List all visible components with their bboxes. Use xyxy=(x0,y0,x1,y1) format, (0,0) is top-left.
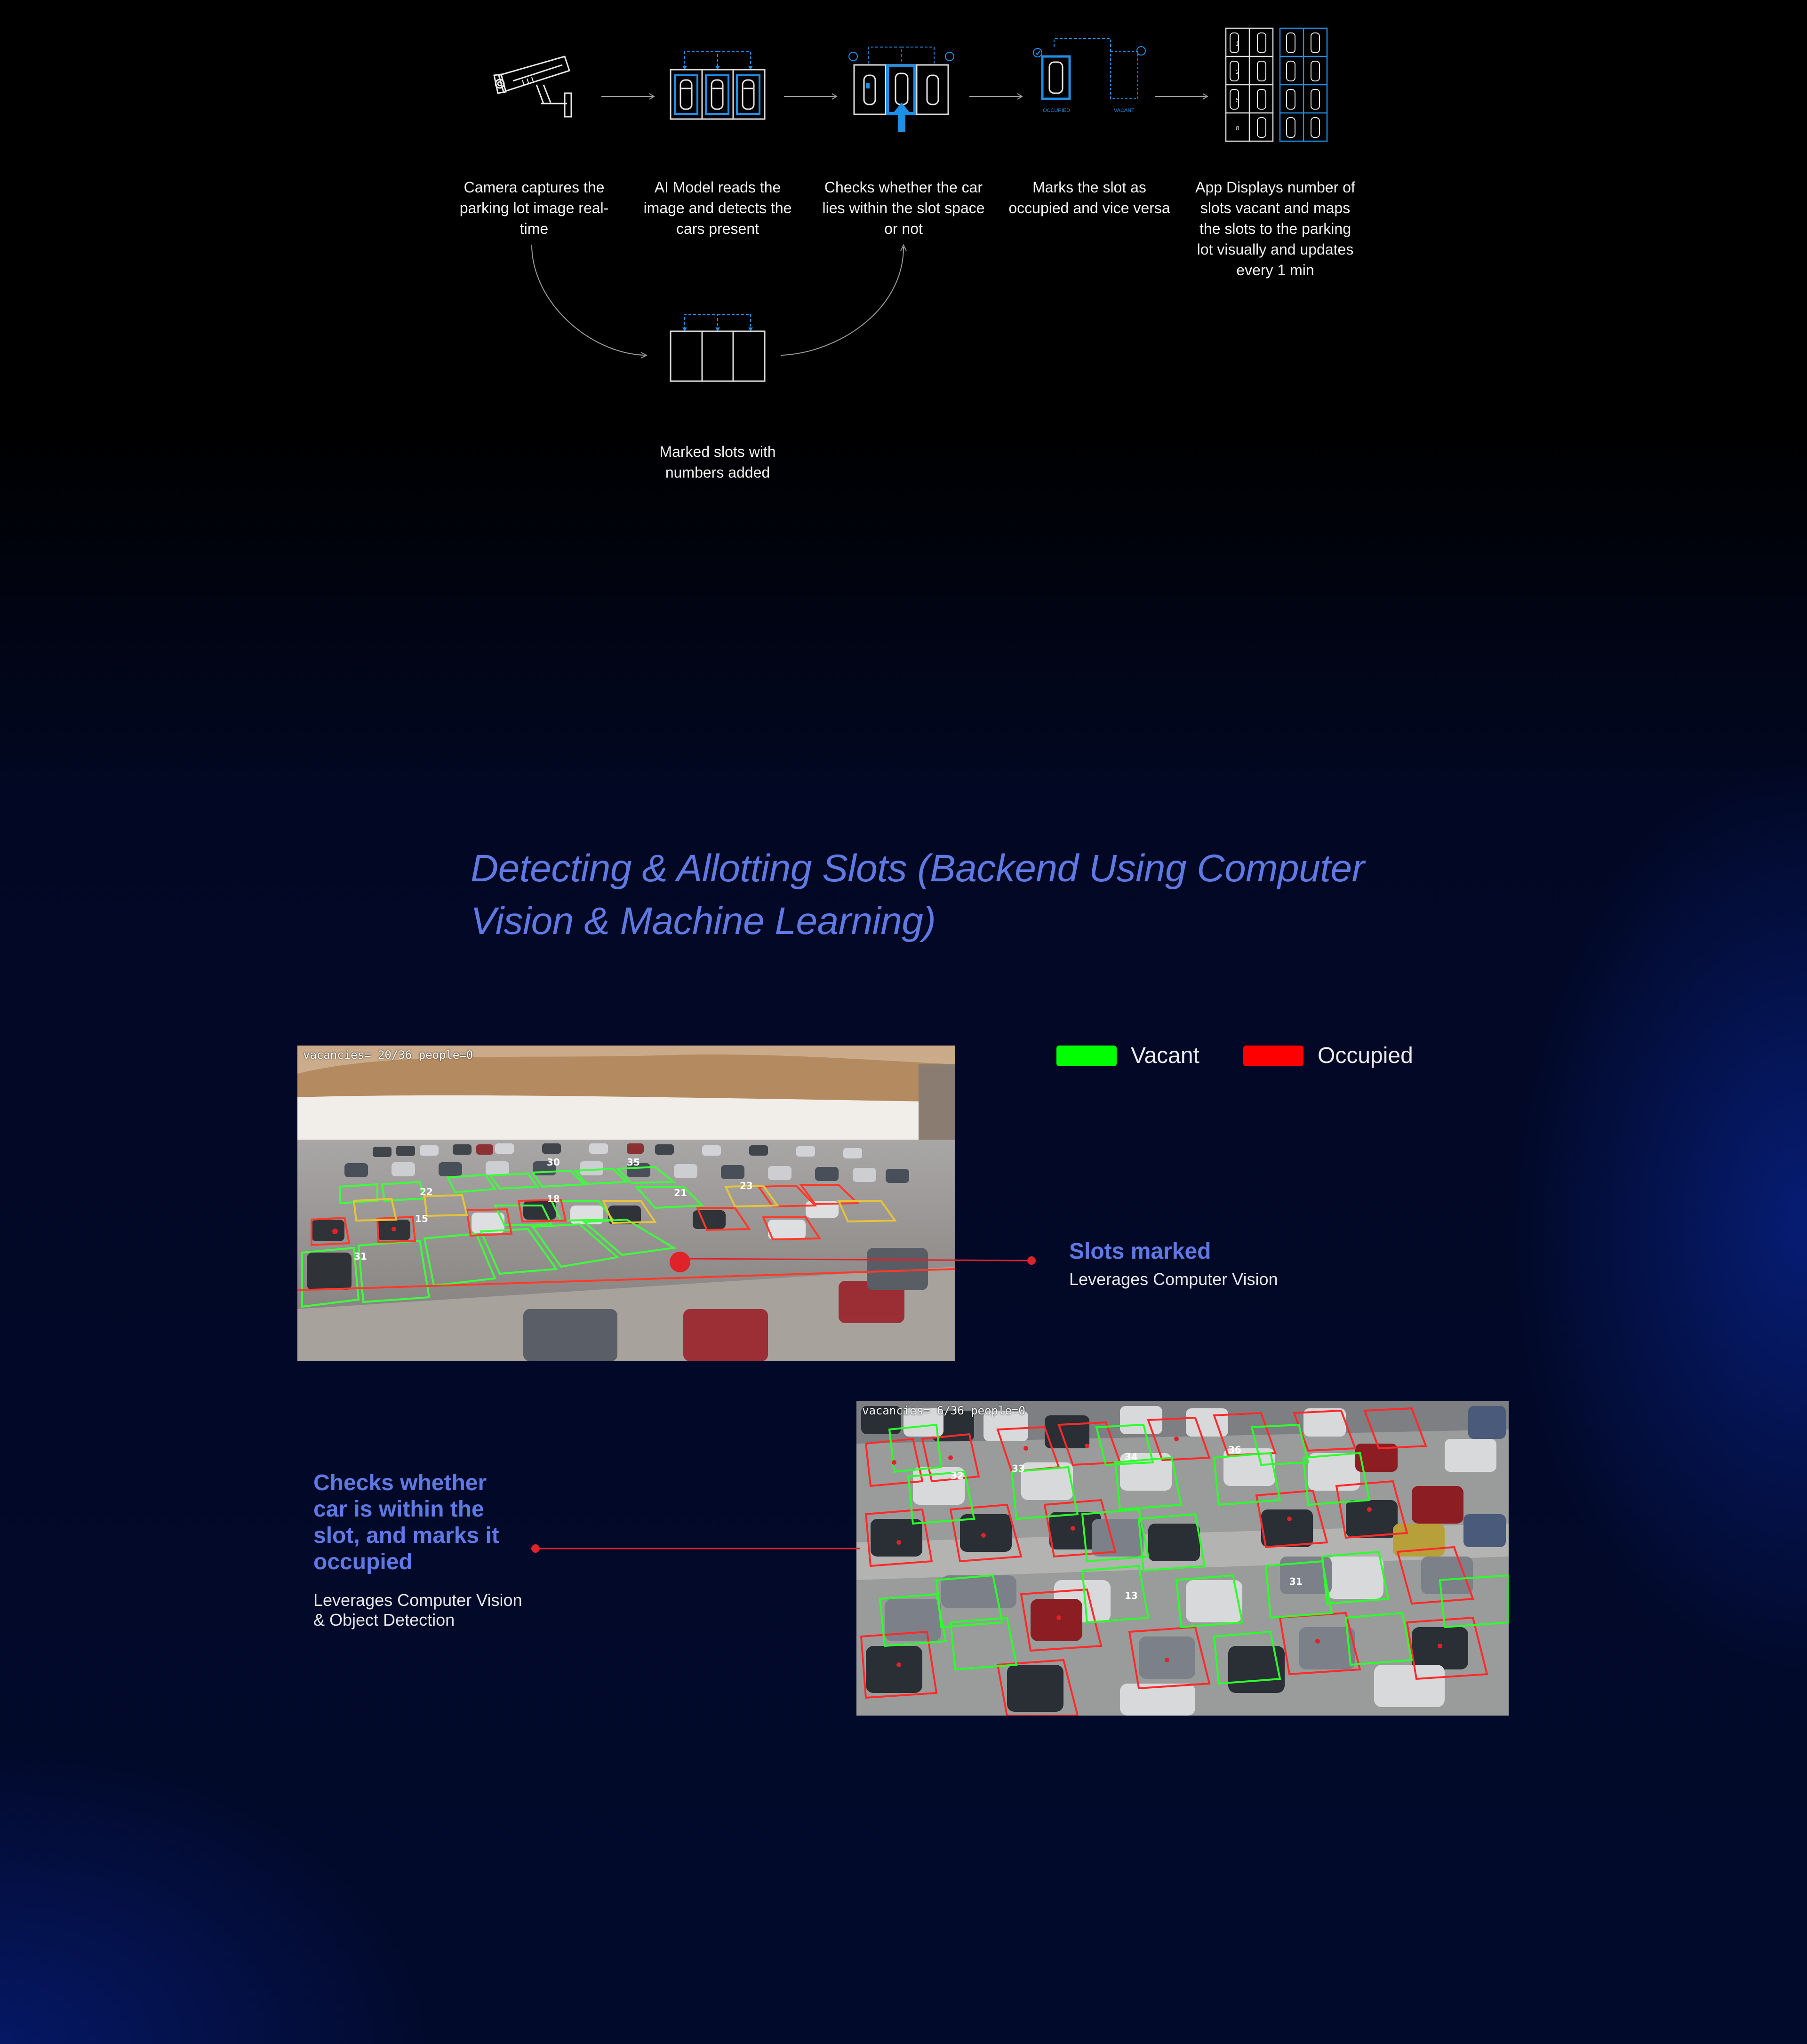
occupancy-mark-icon xyxy=(1031,33,1148,122)
flow-arrow xyxy=(1155,92,1211,101)
legend-occupied-swatch xyxy=(1243,1046,1303,1066)
parking-lot-photo-bottom xyxy=(856,1401,1509,1716)
slot-number-label: 36 xyxy=(1228,1444,1241,1455)
step-app-text: App Displays number of slots vacant and maps the slots to the parking lot visually and updates every 1 min xyxy=(1195,179,1355,279)
step-ai-model-text: AI Model reads the image and detects the cars present xyxy=(643,179,792,237)
checks-subtitle: Leverages Computer Vision & Object Detection xyxy=(313,1590,522,1629)
slot-number-label: 34 xyxy=(1125,1451,1138,1462)
slot-number-label: 31 xyxy=(1289,1576,1303,1587)
checks-title: Checks whether car is within the slot, and marks it occupied xyxy=(313,1470,499,1574)
map-slot-number: 2 xyxy=(1236,68,1239,75)
slot-number-label: 22 xyxy=(420,1186,433,1198)
step-camera-text: Camera captures the parking lot image real-time xyxy=(459,179,609,237)
legend-vacant-swatch xyxy=(1056,1046,1117,1066)
legend-occupied-label: Occupied xyxy=(1318,1043,1413,1068)
slot-number-label: 13 xyxy=(1125,1590,1138,1601)
slot-check-icon xyxy=(847,38,955,132)
slot-number-label: 31 xyxy=(354,1251,367,1262)
car-detection-icon xyxy=(668,47,767,122)
slot-number-label: 32 xyxy=(951,1470,964,1481)
vacant-caption: VACANT xyxy=(1114,108,1135,113)
occupied-caption: OCCUPIED xyxy=(1042,108,1071,113)
section-title: Detecting & Allotting Slots (Backend Using Computer Vision & Machine Learning) xyxy=(471,847,1365,942)
map-slot-number: 5 xyxy=(1236,96,1239,104)
slot-number-label: 33 xyxy=(1012,1463,1025,1474)
slot-number-label: 15 xyxy=(415,1213,428,1224)
slots-marked-title: Slots marked xyxy=(1069,1239,1211,1264)
flow-arrow xyxy=(784,92,840,101)
app-map-icon xyxy=(1223,26,1332,144)
marked-slots-icon xyxy=(668,311,767,386)
branch-text: Marked slots with numbers added xyxy=(659,443,776,481)
slots-marked-subtitle: Leverages Computer Vision xyxy=(1069,1270,1278,1289)
vacancy-overlay-bottom: vacancies= 6/36 people=0 xyxy=(862,1404,1025,1417)
map-slot-number: 1 xyxy=(1236,40,1239,47)
slot-number-label: 18 xyxy=(547,1193,560,1205)
slot-number-label: 35 xyxy=(627,1157,640,1168)
map-slot-number: 8 xyxy=(1236,125,1239,132)
vacancy-overlay-top: vacancies= 20/36 people=0 xyxy=(303,1048,473,1062)
slot-number-label: 30 xyxy=(547,1157,560,1168)
parking-lot-photo-top xyxy=(297,1046,955,1361)
legend-vacant-label: Vacant xyxy=(1131,1043,1199,1068)
callout-connector-slots xyxy=(678,1252,1040,1266)
step-check-text: Checks whether the car lies within the slot space or not xyxy=(822,179,985,237)
flow-arrow xyxy=(969,92,1026,101)
slot-number-label: 21 xyxy=(674,1187,687,1198)
step-mark-text: Marks the slot as occupied and vice versa xyxy=(1008,179,1170,216)
slot-number-label: 23 xyxy=(740,1180,753,1191)
security-camera-icon xyxy=(485,52,584,122)
callout-connector-checks xyxy=(527,1541,861,1556)
flow-arrow xyxy=(601,92,658,101)
